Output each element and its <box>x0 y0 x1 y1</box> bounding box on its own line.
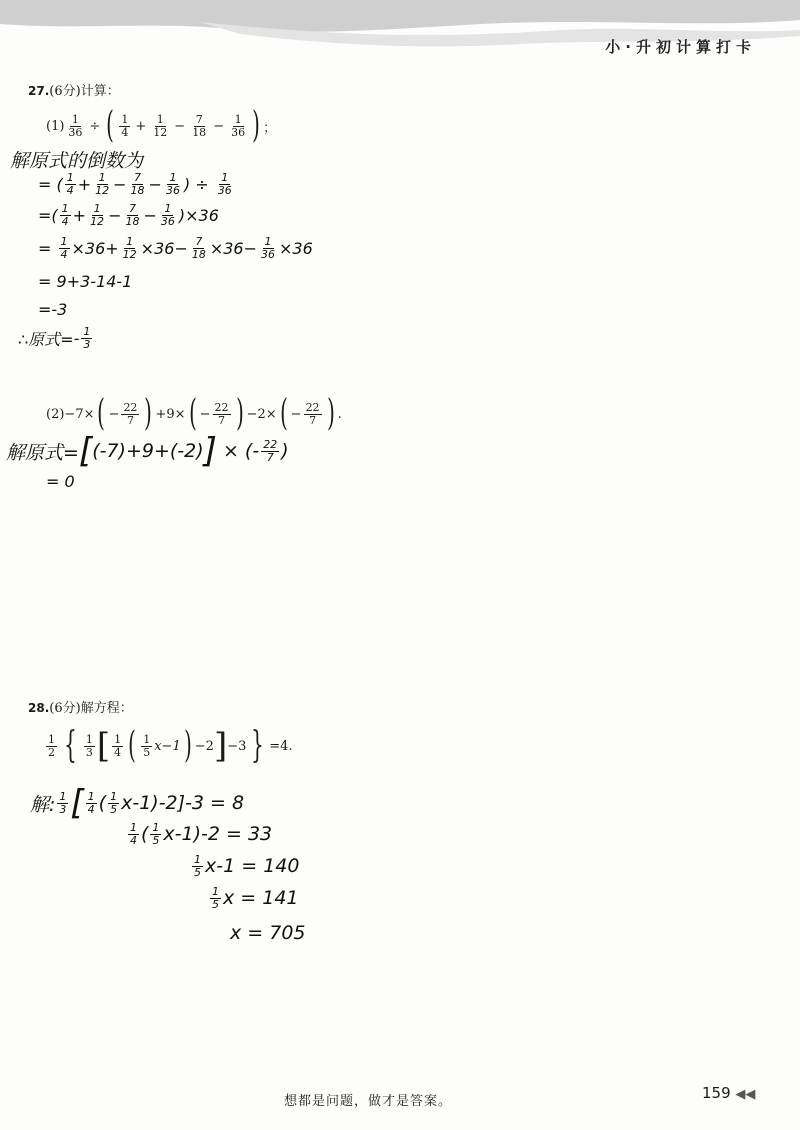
solution-28-line-5: x = 705 <box>230 922 306 944</box>
solution-28-line-1: 解: $\frac{1}{3}$ [ $\frac{1}{4}$ ( $\frac{1}{5}$ x-1)-2]-3 = 8 <box>30 783 245 823</box>
equation-28: $\frac{1}{2}$ { $\frac{1}{3}$ [ $\frac{1}{4}$ ( $\frac{1}{5}$ x−1 ) −2 ] −3 } =4. <box>48 725 293 766</box>
solution-1-line-4: = 9+3-14-1 <box>38 272 133 291</box>
division-sign: ÷ <box>89 118 101 134</box>
solution-1-line-3: = $\frac{1}{4}$ ×36+ $\frac{1}{12}$ ×36− $\frac{7}{18}$ ×36− $\frac{1}{36}$ ×36 <box>38 235 313 261</box>
fraction: $\frac{1}{36}$ <box>68 112 83 139</box>
fraction: $\frac{1}{4}$ <box>121 112 129 139</box>
fraction: $\frac{1}{36}$ <box>231 112 246 139</box>
problem-label: (2) <box>46 406 65 422</box>
question-instruction: 解方程： <box>80 701 133 716</box>
solution-28-line-2: $\frac{1}{4}$ ( $\frac{1}{5}$ x-1)-2 = 33 <box>130 821 273 847</box>
minus-sign: − <box>174 118 186 134</box>
question-points: (6分) <box>49 701 81 716</box>
solution-1-line-1: = ( $\frac{1}{4}$ + $\frac{1}{12}$ − $\frac{7}{18}$ − $\frac{1}{36}$ ) ÷ $\frac{1}{36}$ <box>38 171 232 197</box>
question-points: (6分) <box>49 84 81 99</box>
solution-28-line-4: $\frac{1}{5}$ x = 141 <box>212 885 299 911</box>
problem-27-2: (2) −7× ( − $\frac{22}{7}$ ) +9× ( − $\frac{22}{7}$ ) −2× ( − $\frac{22}{7}$ ) . <box>46 393 342 434</box>
solution-1-intro: 解原式的倒数为 <box>10 150 144 172</box>
right-paren: ) <box>252 105 260 146</box>
solution-28-line-3: $\frac{1}{5}$ x-1 = 140 <box>194 853 300 879</box>
question-instruction: 计算： <box>80 84 120 99</box>
page-number: 159 ◀◀ <box>702 1084 756 1102</box>
minus-sign: − <box>213 118 225 134</box>
solution-1-final: ∴原式= - $\frac{1}{3}$ <box>18 325 91 351</box>
question-27-heading <box>28 80 120 99</box>
footer-motto: 想都是问题，做才是答案。 <box>284 1094 453 1109</box>
question-number: 27. <box>28 84 50 98</box>
header-title: 小·升初计算打卡 <box>605 38 756 56</box>
problem-27-1 <box>46 105 277 146</box>
question-28-heading <box>28 697 133 716</box>
solution-2-result: = 0 <box>46 472 75 491</box>
solution-1-line-5: =-3 <box>38 300 68 319</box>
fraction: $\frac{1}{12}$ <box>153 112 168 139</box>
question-number: 28. <box>28 701 50 715</box>
fraction: $\frac{7}{18}$ <box>192 112 207 139</box>
problem-label: (1) <box>46 118 65 134</box>
left-paren: ( <box>106 105 115 146</box>
page-arrow-icon: ◀◀ <box>735 1087 756 1102</box>
solution-2-line-1: 解原式= [ (-7)+9+(-2) ] × (- $\frac{22}{7}$ ) <box>6 431 289 471</box>
solution-1-line-2: = ( $\frac{1}{4}$ + $\frac{1}{12}$ − $\frac{7}{18}$ − $\frac{1}{36}$ ) ×36 <box>38 202 219 228</box>
plus-sign: + <box>135 118 147 134</box>
semicolon: ； <box>263 120 277 136</box>
